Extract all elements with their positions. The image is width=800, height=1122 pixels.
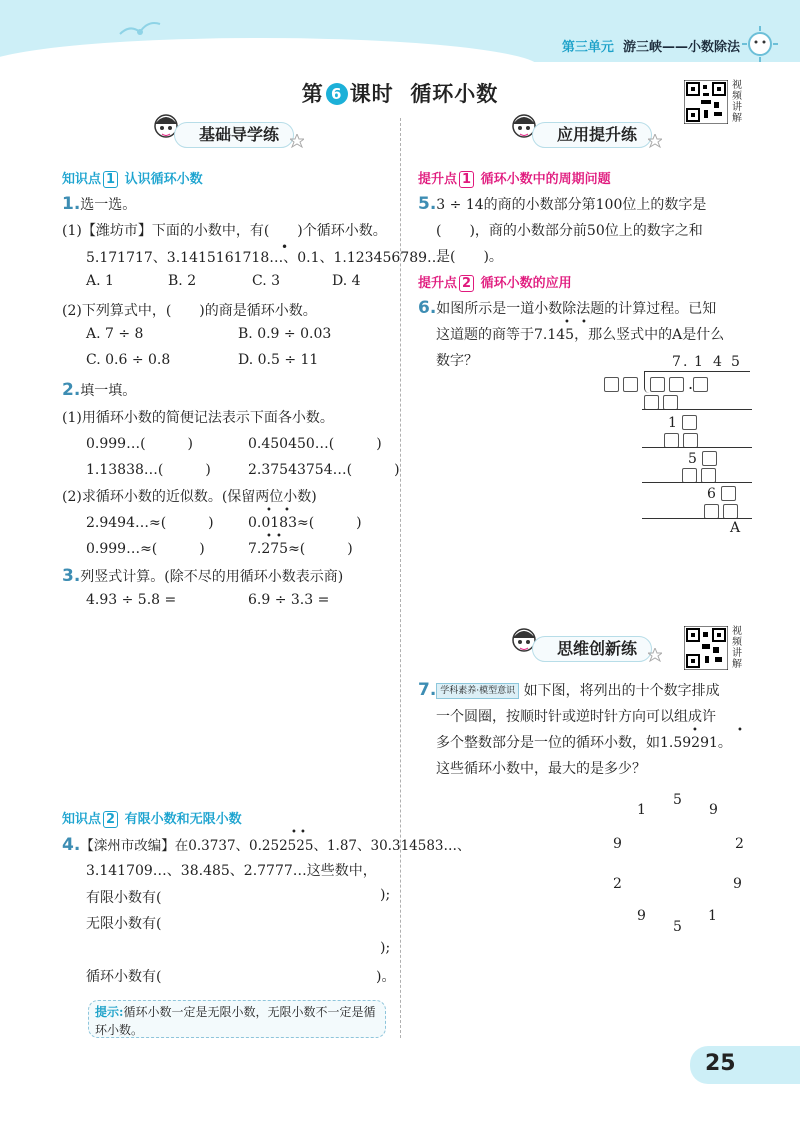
page-number: 25 [705, 1051, 736, 1076]
section-head-basic [150, 118, 310, 148]
q5-line1: 3 ÷ 14的商的小数部分第100位上的数字是 [436, 197, 707, 213]
circle-digit: 9 [733, 876, 742, 892]
unit-label: 第三单元 [561, 40, 614, 55]
q2-item[interactable]: 2.37543754…( ) [248, 462, 400, 478]
tp2-num: 2 [459, 275, 474, 292]
q1-option-c[interactable]: C. 3 [252, 273, 281, 289]
repeat-dot: • [564, 317, 570, 328]
q4-finite[interactable] [86, 887, 161, 907]
quotient-digit: . [683, 354, 688, 370]
video-label: 视频讲解 [732, 80, 742, 124]
repeat-dot: • [281, 240, 289, 254]
q1-option-a[interactable]: A. 1 [86, 273, 114, 289]
section-head-apply [508, 118, 668, 148]
qr-code-icon [684, 80, 728, 124]
kp1-text: 认识循环小数 [124, 172, 203, 187]
question-4 [62, 834, 471, 855]
q2-approx[interactable]: 7.275≈( ) [248, 541, 353, 557]
q4-cyclic-label: 循环小数有( [86, 969, 162, 985]
long-division-figure [600, 352, 760, 542]
digit-circle [600, 788, 760, 938]
q1-option-b[interactable]: B. 2 [168, 273, 197, 289]
tp2-label: 提升点 [418, 276, 458, 291]
repeat-dot: • [737, 725, 743, 736]
q2-part2: (2)求循环小数的近似数。(保留两位小数) [62, 489, 317, 505]
circle-digit: 2 [613, 876, 622, 892]
q4-text: 【滦州市改编】在0.3737、0.252525、1.87、30.314583…、 [80, 838, 471, 854]
q7-line3: 多个整数部分是一位的循环小数，如1.59291。 [436, 735, 732, 751]
q2-item[interactable]: 0.450450…( ) [248, 436, 382, 452]
question-2 [62, 380, 136, 400]
step-digit: 6 [707, 486, 716, 502]
q1p2-option-c[interactable]: C. 0.6 ÷ 0.8 [86, 352, 171, 368]
circle-digit: 9 [637, 908, 646, 924]
tp1-num: 1 [459, 171, 474, 188]
q4-line2: 3.141709…、38.485、2.7777…这些数中， [86, 863, 377, 879]
quotient-digit: 7 [672, 354, 681, 370]
repeat-dot: • [266, 505, 272, 516]
step-line [642, 409, 752, 410]
blank-box[interactable] [604, 377, 619, 392]
division-bracket [644, 371, 649, 393]
circle-digit: 2 [735, 836, 744, 852]
blank-box[interactable] [644, 395, 659, 410]
blank-box[interactable] [693, 377, 708, 392]
section-title-basic: 基础导学练 [174, 122, 294, 148]
unit-title: 游三峡——小数除法 [622, 40, 740, 55]
qr-code-bottom[interactable] [684, 626, 728, 674]
blank-box[interactable] [723, 504, 738, 519]
q4-finite-label: 有限小数有( [86, 890, 162, 906]
question-5 [418, 194, 706, 214]
step-digit: 1 [668, 415, 677, 431]
q2-item[interactable]: 0.999…( ) [86, 436, 194, 452]
q1p2-option-b[interactable]: B. 0.9 ÷ 0.03 [238, 326, 332, 342]
q5-number: 5. [418, 194, 437, 214]
kp2-label: 知识点 [62, 812, 102, 827]
quotient-digit: 4 [713, 354, 722, 370]
q3-number: 3. [62, 566, 81, 586]
knowledge-point-2 [62, 808, 242, 827]
q7-badge: 学科素养·模型意识 [436, 683, 519, 699]
sun-mascot-icon [740, 24, 780, 64]
q1-text: 选一选。 [80, 197, 137, 213]
circle-digit: 5 [673, 919, 682, 935]
q7-line4: 这些循环小数中，最大的是多少？ [436, 761, 646, 777]
qr-code-icon [684, 626, 728, 670]
q3-item: 6.9 ÷ 3.3 = [248, 592, 330, 608]
q4-cyclic[interactable] [86, 966, 161, 986]
blank-box[interactable] [701, 468, 716, 483]
q1-items: 5.171717、3.1415161718…、0.1、1.123456789… [86, 250, 442, 266]
blank-box[interactable] [704, 504, 719, 519]
question-7 [418, 680, 720, 700]
repeat-dot: • [291, 827, 297, 838]
quotient-digit: 1 [694, 354, 703, 370]
q7-line1: 如下图，将列出的十个数字排成 [523, 683, 720, 699]
q2-approx[interactable]: 0.0183≈( ) [248, 515, 362, 531]
tip-box [88, 1000, 386, 1038]
q1-part1: (1)【潍坊市】下面的小数中，有( )个循环小数。 [62, 223, 387, 239]
unit-header [562, 36, 740, 55]
q4-cyclic-close: )。 [376, 969, 396, 985]
blank-box[interactable] [721, 486, 736, 501]
tip-text: 循环小数一定是无限小数，无限小数不一定是循环小数。 [95, 1005, 376, 1037]
repeat-dot: • [284, 505, 290, 516]
repeat-dot: • [581, 317, 587, 328]
repeat-dot: • [276, 531, 282, 542]
tp2-text: 循环小数的应用 [480, 276, 572, 291]
lesson-name: 循环小数 [410, 82, 499, 106]
step-line [642, 518, 752, 519]
answer-letter: A [730, 520, 741, 536]
question-3 [62, 566, 343, 586]
star-icon [290, 134, 304, 148]
q3-text: 列竖式计算。(除不尽的用循环小数表示商) [80, 569, 344, 585]
q2-number: 2. [62, 380, 81, 400]
circle-digit: 9 [613, 836, 622, 852]
lesson-suffix: 课时 [349, 82, 394, 106]
q1p2-option-d[interactable]: D. 0.5 ÷ 11 [238, 352, 319, 368]
q6-line3: 数字？ [436, 353, 478, 369]
step4-row [707, 483, 740, 502]
q7-line2: 一个圆圈，按顺时针或逆时针方向可以组成许 [436, 709, 716, 725]
repeat-dot: • [692, 725, 698, 736]
lesson-title [0, 78, 800, 108]
q2-text: 填一填。 [80, 383, 137, 399]
q2-approx[interactable]: 2.9494…≈( ) [86, 515, 214, 531]
star-icon [648, 648, 662, 662]
repeat-dot: • [266, 531, 272, 542]
q3-item: 4.93 ÷ 5.8 = [86, 592, 177, 608]
q4-infinite-label: 无限小数有( [86, 916, 162, 932]
tip-label: 提示: [95, 1005, 124, 1019]
q4-infinite-close: ); [380, 940, 391, 956]
blank-box[interactable] [663, 395, 678, 410]
lesson-prefix: 第 [301, 82, 324, 106]
section-title-apply: 应用提升练 [532, 122, 652, 148]
blank-box[interactable] [682, 468, 697, 483]
section-head-thinking [508, 632, 668, 662]
question-1 [62, 194, 136, 214]
blank-box[interactable] [650, 377, 665, 392]
blank-box[interactable] [702, 451, 717, 466]
improve-point-2 [418, 272, 572, 291]
repeat-dot: • [300, 827, 306, 838]
circle-digit: 1 [637, 802, 646, 818]
q1-option-d[interactable]: D. 4 [332, 273, 361, 289]
section-title-thinking: 思维创新练 [532, 636, 652, 662]
q4-finite-close: ); [380, 887, 391, 903]
lesson-number: 6 [326, 83, 348, 105]
blank-box[interactable] [682, 415, 697, 430]
tp1-text: 循环小数中的周期问题 [480, 172, 611, 187]
q6-number: 6. [418, 298, 437, 318]
blank-box[interactable] [664, 433, 679, 448]
kp1-label: 知识点 [62, 172, 102, 187]
star-icon [648, 134, 662, 148]
q4-number: 4. [62, 835, 81, 855]
kp2-num: 2 [103, 811, 118, 828]
q5-line3[interactable]: 是( )。 [436, 249, 503, 265]
q2-approx[interactable]: 0.999…≈( ) [86, 541, 205, 557]
blank-box[interactable] [623, 377, 638, 392]
circle-digit: 1 [708, 908, 717, 924]
step-digit: 5 [688, 451, 697, 467]
q2-part1: (1)用循环小数的简便记法表示下面各小数。 [62, 410, 334, 426]
tp1-label: 提升点 [418, 172, 458, 187]
circle-digit: 9 [709, 802, 718, 818]
q6-line2: 这道题的商等于7.145，那么竖式中的A是什么 [436, 327, 725, 343]
divisor-boxes [604, 374, 642, 393]
q6-line1: 如图所示是一道小数除法题的计算过程。已知 [436, 301, 717, 317]
q7-number: 7. [418, 680, 437, 700]
q1-number: 1. [62, 194, 81, 214]
q1-part2: (2)下列算式中，( )的商是循环小数。 [62, 303, 317, 319]
kp1-num: 1 [103, 171, 118, 188]
dividend-boxes: . [650, 374, 712, 393]
q5-line2[interactable]: ( )，商的小数部分前50位上的数字之和 [436, 223, 703, 239]
division-bar [644, 371, 750, 372]
q4-infinite[interactable] [86, 913, 161, 933]
blank-box[interactable] [683, 433, 698, 448]
improve-point-1 [418, 168, 611, 187]
step2-row [668, 412, 701, 431]
kp2-text: 有限小数和无限小数 [124, 812, 242, 827]
quotient-digit: 5 [731, 354, 740, 370]
q1p2-option-a[interactable]: A. 7 ÷ 8 [86, 326, 144, 342]
circle-digit: 5 [673, 792, 682, 808]
bird-icon [118, 16, 162, 42]
question-6 [418, 298, 716, 318]
video-label: 视频讲解 [732, 626, 742, 670]
qr-code-top[interactable] [684, 80, 728, 128]
blank-box[interactable] [669, 377, 684, 392]
knowledge-point-1 [62, 168, 203, 187]
q2-item[interactable]: 1.13838…( ) [86, 462, 211, 478]
